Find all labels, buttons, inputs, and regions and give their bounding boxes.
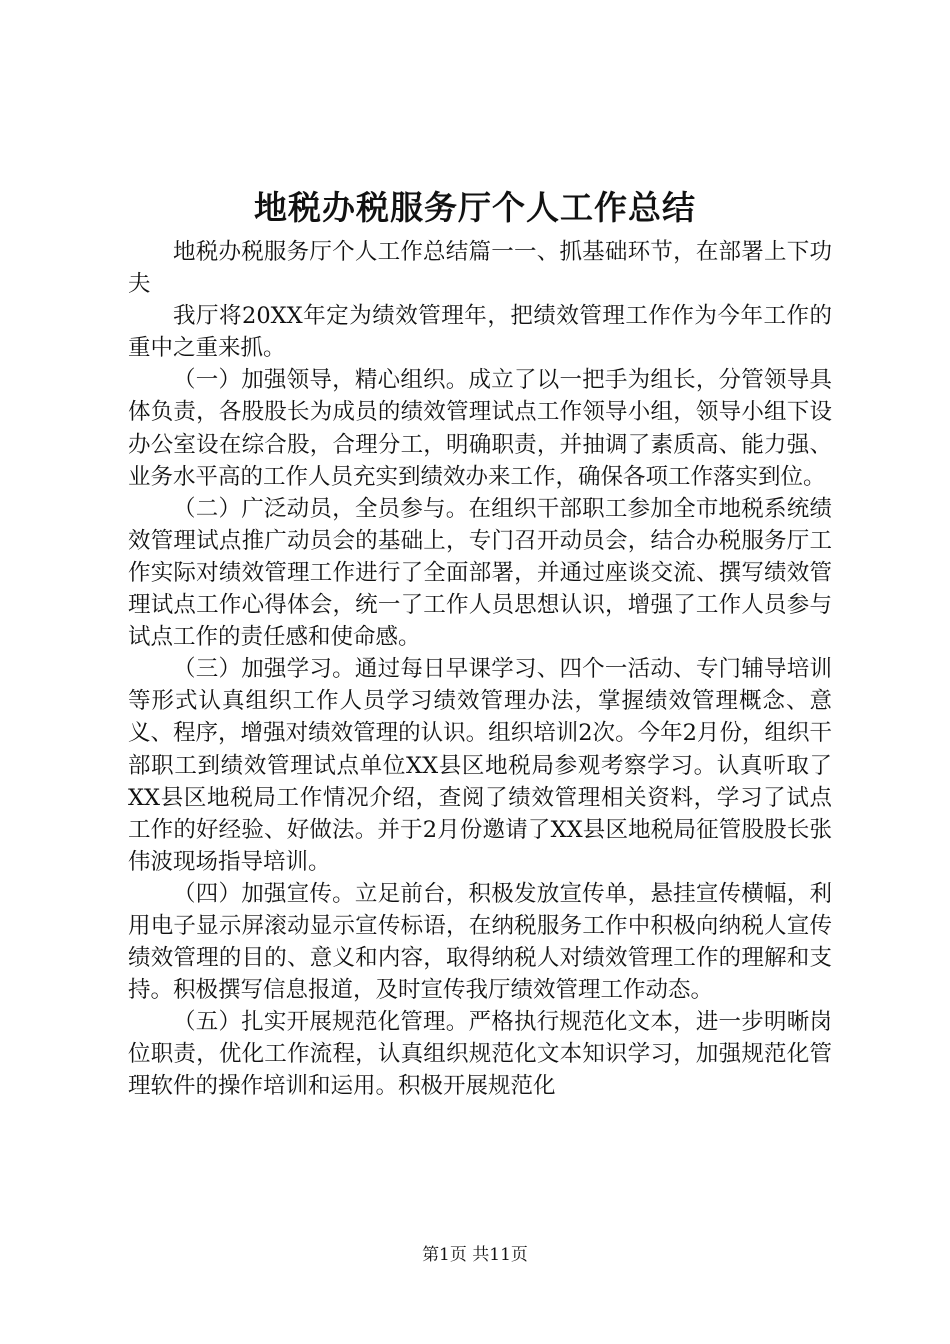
paragraph: （一）加强领导，精心组织。成立了以一把手为组长，分管领导具体负责，各股股长为成员的绩效管理试点工作领导小组，领导小组下设办公室设在综合股，合理分工，明确职责，并抽调了素质高、能力强、业务水平高的工作人员充实到绩效办来工作，确保各项工作落实到位。 <box>128 367 832 490</box>
page-number-footer: 第1页 共11页 <box>422 1245 528 1265</box>
paragraph: （三）加强学习。通过每日早课学习、四个一活动、专门辅导培训等形式认真组织工作人员学习绩效管理办法，掌握绩效管理概念、意义、程序，增强对绩效管理的认识。组织培训2次。今年2月份，组织干部职工到绩效管理试点单位XX县区地税局参观考察学习。认真听取了XX县区地税局工作情况介绍，查阅了绩效管理相关资料，学习了试点工作的好经验、好做法。并于2月份邀请了XX县区地税局征管股股长张伟波现场指导培训。 <box>128 656 832 875</box>
paragraph: （五）扎实开展规范化管理。严格执行规范化文本，进一步明晰岗位职责，优化工作流程，认真组织规范化文本知识学习，加强规范化管理软件的操作培训和运用。积极开展规范化 <box>128 1009 832 1100</box>
paragraph: 地税办税服务厅个人工作总结篇一一、抓基础环节，在部署上下功夫 <box>128 239 832 298</box>
paragraph: （四）加强宣传。立足前台，积极发放宣传单，悬挂宣传横幅，利用电子显示屏滚动显示宣传标语，在纳税服务工作中积极向纳税人宣传绩效管理的目的、意义和内容，取得纳税人对绩效管理工作的理解和支持。积极撰写信息报道，及时宣传我厅绩效管理工作动态。 <box>128 880 832 1004</box>
document-title: 地税办税服务厅个人工作总结 <box>254 188 696 227</box>
document-body <box>128 236 832 1103</box>
paragraph: 我厅将20XX年定为绩效管理年，把绩效管理工作作为今年工作的重中之重来抓。 <box>128 303 832 362</box>
paragraph: （二）广泛动员，全员参与。在组织干部职工参加全市地税系统绩效管理试点推广动员会的基础上，专门召开动员会，结合办税服务厅工作实际对绩效管理工作进行了全面部署，并通过座谈交流、撰写绩效管理试点工作心得体会，统一了工作人员思想认识，增强了工作人员参与试点工作的责任感和使命感。 <box>128 495 832 651</box>
